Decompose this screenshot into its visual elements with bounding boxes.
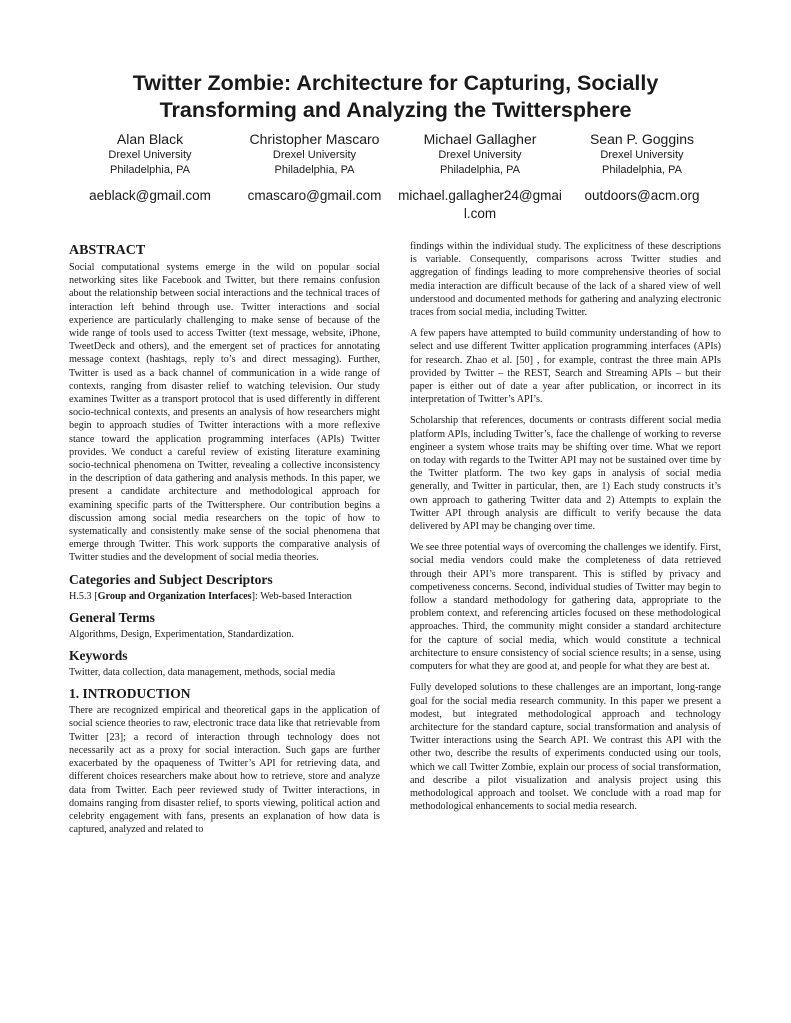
paper-title xyxy=(60,70,731,124)
introduction-paragraph-3: Scholarship that references, documents or contrasts different social media platform APIs, including Twitter’s, face the challenge of working to reverse engineer a system whose traits may be shifting over time. What we report on today with regards to the Twitter API may not be sustained over time by the Twitter platform. The two key gaps in analysis of social media generally, and Twitter in particular, then, are 1) Each study constructs it’s own approach to gathering Twitter data and 2) Attempts to explain the Twitter API through analysis are difficult to verify because the data delivered by API may be changing over time. xyxy=(410,415,721,533)
abstract-text: Social computational systems emerge in the wild on popular social networking sites like Facebook and Twitter, but there remains confusion about the relationship between social interactions and the technical traces of interaction left behind through use. Twitter interactions and social experience are particularly challenging to make sense of because of the wide range of tools used to access Twitter (text message, website, iPhone, TweetDeck and others), and the emergent set of practices for annotating message context (hashtags, reply to’s and direct messaging). Further, Twitter is used as a back channel of communication in a wide range of contexts, ranging from disaster relief to watching television. Our study examines Twitter as a transport protocol that is used differently in different socio-technical contexts, and presents an analysis of how researchers might begin to approach studies of Twitter interactions with a more reflexive stance toward the application programming interfaces (APIs) Twitter provides. We conduct a careful review of existing literature examining socio-technical phenomena on Twitter, revealing a collective inconsistency in the description of data gathering and analysis methods. In this paper, we present a candidate architecture and methodological approach for examining specific parts of the Twittersphere. Our contribution begins a discussion among social media researchers on the topic of how to systematically and consistently make sense of the social phenomena that emerge through Twitter. This work supports the comparative analysis of Twitter studies and the development of social media theories. xyxy=(69,262,380,564)
author-name: Sean P. Goggins xyxy=(589,131,695,147)
author-name: Alan Black xyxy=(116,131,184,147)
title-line-1: Twitter Zombie: Architecture for Capturing, Socially xyxy=(132,71,659,95)
introduction-heading: 1. INTRODUCTION xyxy=(69,686,191,702)
author-location: Philadelphia, PA xyxy=(274,164,355,176)
left-column xyxy=(69,240,380,836)
author-email: outdoors@acm.org xyxy=(584,188,700,203)
author-4 xyxy=(567,130,717,205)
introduction-paragraph-1: There are recognized empirical and theoretical gaps in the application of social science theories to raw, electronic trace data like that retrievable from Twitter [23]; a record of interaction through technology does not necessarily act as a proxy for social interaction. Such gaps are further exacerbated by the opaqueness of Twitter’s API for retrieving data, and different choices researchers make about how to retrieve, store and analyze data from Twitter. Each peer reviewed study of Twitter interactions, in domains ranging from disaster relief, to sports viewing, political action and celebrity engagement with fans, presents an explanation of how data is captured, analyzed and related to xyxy=(69,705,380,836)
author-email: cmascaro@gmail.com xyxy=(247,188,382,203)
author-affiliation: Drexel University xyxy=(438,149,522,161)
keywords-text: Twitter, data collection, data management, methods, social media xyxy=(69,667,336,679)
author-email: aeblack@gmail.com xyxy=(89,188,211,203)
right-column xyxy=(410,240,721,813)
introduction-paragraph-1-continued: findings within the individual study. The explicitness of these descriptions is variable. Consequently, comparisons across Twitter studies and aggregation of findings leading to more comprehensive theories of social media interaction are difficult because of the lack of a shared view of well understood and documented methods for gathering and analyzing electronic traces from social media, including Twitter. xyxy=(410,241,721,319)
author-location: Philadelphia, PA xyxy=(440,164,520,176)
author-name: Christopher Mascaro xyxy=(249,131,380,147)
author-affiliation: Drexel University xyxy=(272,149,357,161)
general-terms-heading: General Terms xyxy=(69,609,155,625)
author-location: Philadelphia, PA xyxy=(602,164,682,176)
general-terms-text: Algorithms, Design, Experimentation, Standardization. xyxy=(69,628,294,640)
introduction-paragraph-2: A few papers have attempted to build community understanding of how to select and use different Twitter application programming interfaces (APIs) for research. Zhao et al. [50] , for example, contrast the three main APIs provided by Twitter – the REST, Search and Streaming APIs – but their paper is either out of date a year after publication, or incorrect in its interpretation of Twitter’s API’s. xyxy=(410,328,721,406)
author-email: michael.gallagher24@gmail.com xyxy=(398,188,562,221)
introduction-paragraph-5: Fully developed solutions to these challenges are an important, long-range goal for the social media research community. In this paper we present a modest, but integrated methodological approach and technology architecture for the standard capture, social transformation and analysis of Twitter interactions using the Search API. We contrast this API with the other two, describe the results of experiments conducted using our tools, which we call Twitter Zombie, explain our process of social transformation, and describe a pilot visualization and analysis project using this methodological approach and toolset. We conclude with a road map for methodological enhancements to social media research. xyxy=(410,682,721,813)
category-bracket-open: [ xyxy=(91,590,98,602)
categories-heading: Categories and Subject Descriptors xyxy=(69,571,273,587)
author-affiliation: Drexel University xyxy=(108,149,192,161)
introduction-paragraph-4: We see three potential ways of overcoming the challenges we identify. First, social media vendors could make the completeness of data retrieved through their API’s more transparent. This is stifled by privacy and competiveness concerns. Second, individual studies of Twitter may begin to follow a standard methodology for gathering data, appropriate to the problem context, and referencing articles focused on these methodological approaches. Third, the community might consider a standard architecture for the capture of social media, which would constitute a technical architecture to ensure consistency of social science results; in a sense, using computers for what they are good at, and people for what they are best at. xyxy=(410,542,721,673)
category-code: H.5.3 xyxy=(69,590,92,602)
categories-text xyxy=(69,590,380,603)
author-name: Michael Gallagher xyxy=(423,131,537,147)
title-line-2: Transforming and Analyzing the Twittersphere xyxy=(159,98,632,122)
author-affiliation: Drexel University xyxy=(600,149,684,161)
category-term: Group and Organization Interfaces xyxy=(97,590,252,602)
keywords-heading: Keywords xyxy=(69,648,128,664)
author-3 xyxy=(397,130,563,223)
author-2 xyxy=(232,130,397,205)
category-bracket-close: ]: Web-based Interaction xyxy=(251,590,352,602)
abstract-heading: ABSTRACT xyxy=(69,243,146,258)
author-1 xyxy=(76,130,224,205)
author-block xyxy=(0,130,791,225)
author-location: Philadelphia, PA xyxy=(110,164,190,176)
